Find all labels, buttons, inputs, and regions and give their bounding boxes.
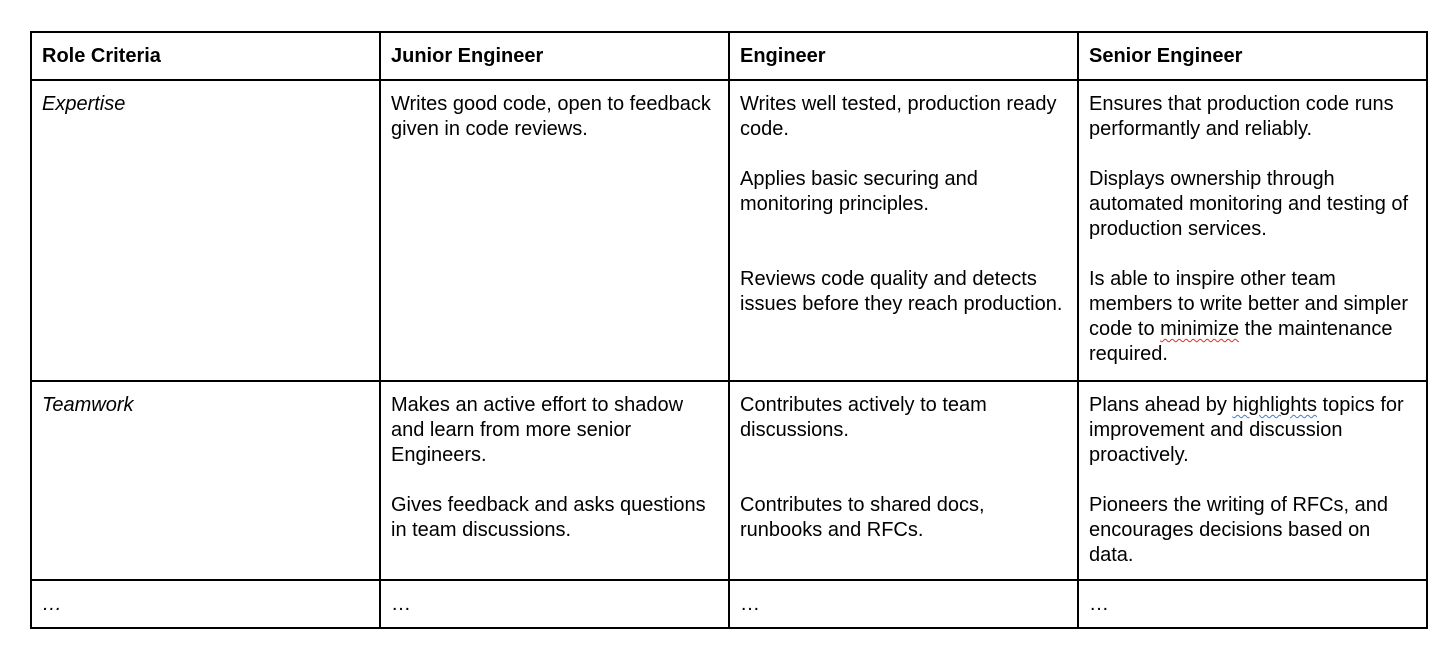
spellcheck-flagged-word[interactable]: minimize <box>1160 318 1240 340</box>
cell-expertise-engineer <box>729 80 1078 381</box>
cell-paragraph: Pioneers the writing of RFCs, and encourages decisions based on data. <box>1089 494 1389 566</box>
cell-paragraph: Makes an active effort to shadow and learn from more senior Engineers. <box>391 394 684 466</box>
cell-ellipsis-senior: … <box>1078 580 1427 628</box>
text-run: topics for improvement and discussion proactively. <box>1089 394 1404 466</box>
cell-paragraph <box>1089 267 1416 367</box>
cell-paragraph: Reviews code quality and detects issues before they reach production. <box>740 268 1063 315</box>
cell-paragraph: Ensures that production code runs performantly and reliably. <box>1089 93 1394 140</box>
cell-paragraph: Applies basic securing and monitoring principles. <box>740 168 978 215</box>
header-junior-engineer: Junior Engineer <box>380 32 729 80</box>
cell-expertise-junior <box>380 80 729 381</box>
cell-paragraph: Gives feedback and asks questions in team discussions. <box>391 494 706 541</box>
text-run: the maintenance required. <box>1089 318 1393 365</box>
cell-teamwork-senior <box>1078 381 1427 580</box>
cell-teamwork-junior <box>380 381 729 580</box>
criteria-cell-teamwork: Teamwork <box>31 381 380 580</box>
cell-paragraph: Writes good code, open to feedback given in code reviews. <box>391 93 711 140</box>
cell-paragraph: Contributes to shared docs, runbooks and RFCs. <box>740 494 985 541</box>
cell-teamwork-engineer <box>729 381 1078 580</box>
header-senior-engineer: Senior Engineer <box>1078 32 1427 80</box>
cell-paragraph: Displays ownership through automated monitoring and testing of production services. <box>1089 168 1409 240</box>
text-run: Is able to inspire other team members to write better and simpler code to <box>1089 268 1409 340</box>
table-row-ellipsis <box>31 580 1427 628</box>
cell-ellipsis-engineer: … <box>729 580 1078 628</box>
criteria-cell-ellipsis: … <box>31 580 380 628</box>
role-criteria-table <box>30 31 1428 629</box>
table-row-teamwork <box>31 381 1427 580</box>
header-role-criteria: Role Criteria <box>31 32 380 80</box>
cell-expertise-senior <box>1078 80 1427 381</box>
criteria-cell-expertise: Expertise <box>31 80 380 381</box>
text-run: Plans ahead by <box>1089 394 1233 416</box>
header-row <box>31 32 1427 80</box>
grammar-flagged-word[interactable]: highlights <box>1232 394 1317 416</box>
cell-paragraph: Contributes actively to team discussions. <box>740 394 987 441</box>
table-row-expertise <box>31 80 1427 381</box>
cell-paragraph <box>1089 393 1416 468</box>
cell-ellipsis-junior: … <box>380 580 729 628</box>
header-engineer: Engineer <box>729 32 1078 80</box>
cell-paragraph: Writes well tested, production ready code. <box>740 93 1057 140</box>
